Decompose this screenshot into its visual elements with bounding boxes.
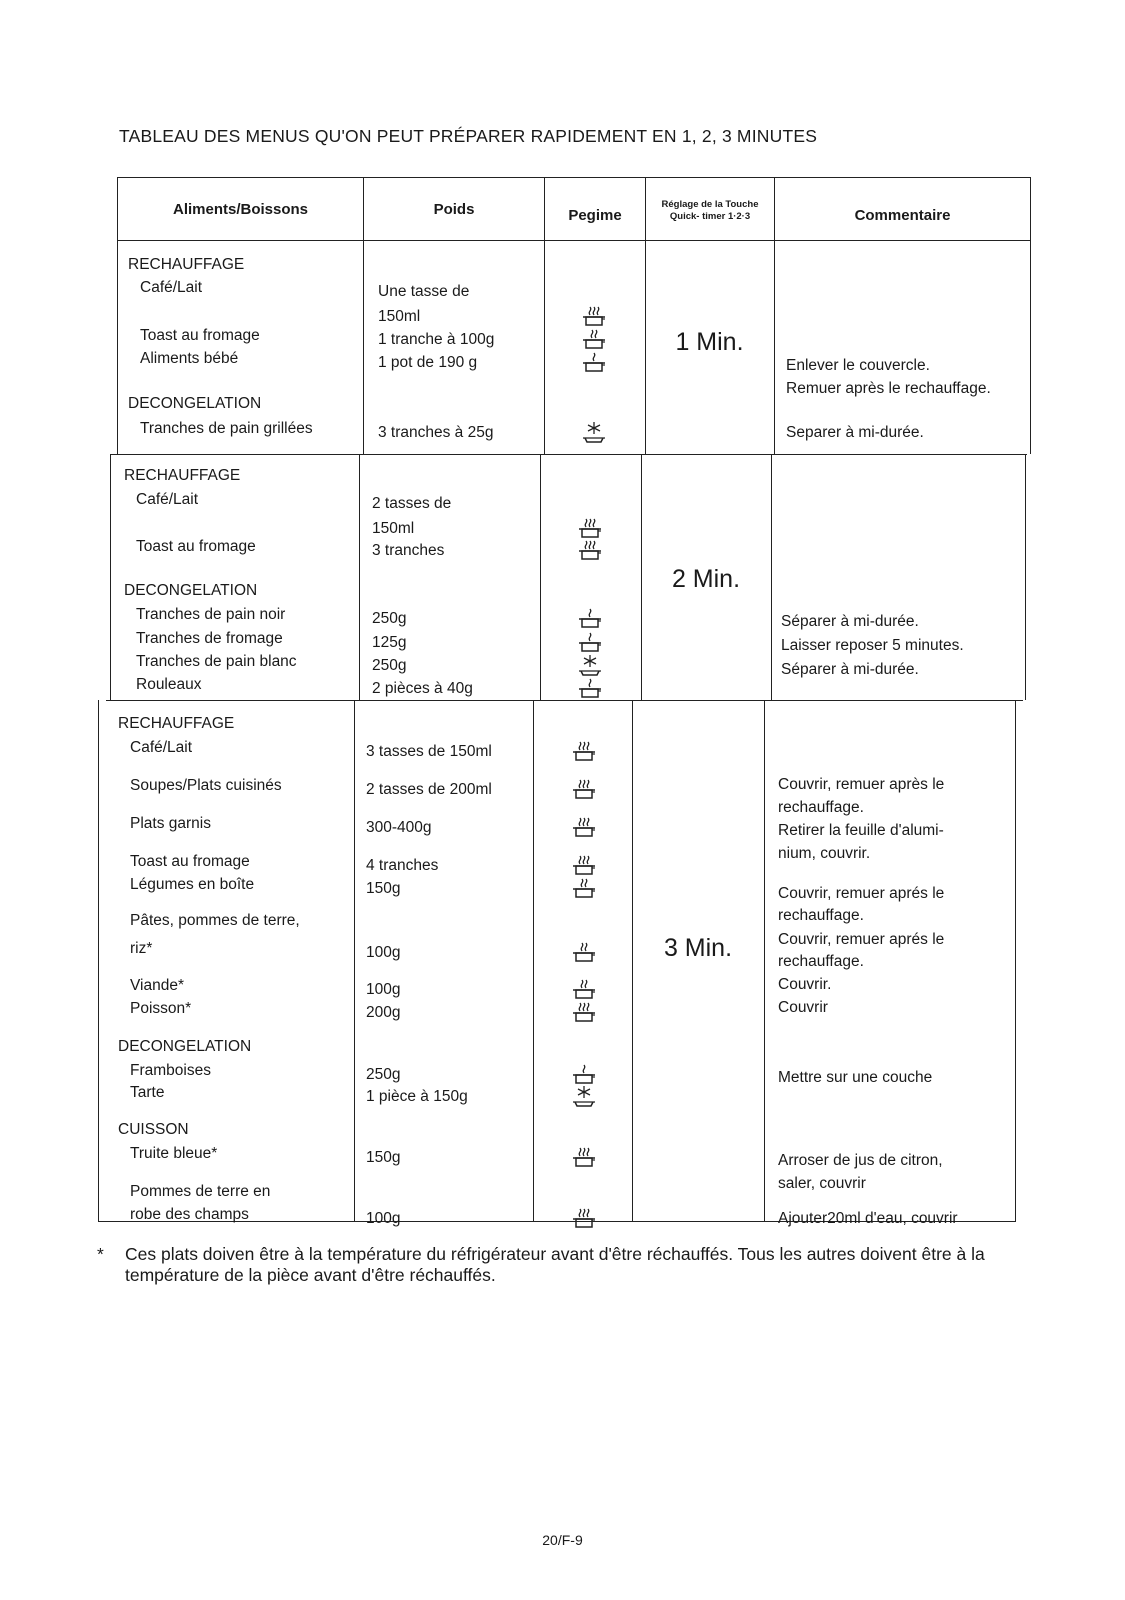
food-item: Pommes de terre en bbox=[130, 1183, 271, 1200]
defrost-icon bbox=[582, 418, 606, 444]
comment-text: Laisser reposer 5 minutes. bbox=[781, 637, 964, 654]
category-label: RECHAUFFAGE bbox=[124, 467, 241, 484]
comment-text: saler, couvrir bbox=[778, 1175, 866, 1192]
comment-text: Separer à mi-durée. bbox=[786, 424, 924, 441]
weight-value: 100g bbox=[366, 1210, 401, 1227]
col-divider-comment-3 bbox=[764, 700, 765, 1221]
weight-value: 250g bbox=[366, 1066, 401, 1083]
weight-value: 150g bbox=[366, 880, 401, 897]
comment-text: Arroser de jus de citron, bbox=[778, 1152, 943, 1169]
comment-text: rechauffage. bbox=[778, 907, 864, 924]
comment-text: rechauffage. bbox=[778, 799, 864, 816]
left-border-2 bbox=[110, 454, 111, 700]
food-item: Pâtes, pommes de terre, bbox=[130, 912, 300, 929]
right-border-2 bbox=[1025, 454, 1026, 700]
food-item: Café/Lait bbox=[136, 491, 199, 508]
weight-value: 250g bbox=[372, 610, 407, 627]
section-1-divider bbox=[110, 454, 1027, 455]
weight-value: 3 tranches bbox=[372, 542, 445, 559]
cup-heat-1-icon bbox=[578, 604, 602, 630]
comment-text: rechauffage. bbox=[778, 953, 864, 970]
weight-value: 150ml bbox=[372, 520, 415, 537]
weight-value: 150g bbox=[366, 1149, 401, 1166]
comment-text: nium, couvrir. bbox=[778, 845, 871, 862]
cup-heat-3-icon bbox=[572, 998, 596, 1024]
col-divider-comment-2 bbox=[771, 454, 772, 700]
header-reglage: Réglage de la Touche Quick- timer 1·2·3 bbox=[661, 199, 759, 222]
col-divider-regime-3 bbox=[533, 700, 534, 1221]
header-commentaire: Commentaire bbox=[854, 206, 951, 224]
food-item: Café/Lait bbox=[140, 279, 203, 296]
weight-value: Une tasse de bbox=[378, 283, 470, 300]
weight-value: 2 tasses de bbox=[372, 495, 452, 512]
weight-value: 3 tranches à 25g bbox=[378, 424, 494, 441]
quicktimer-setting-2: 2 Min. bbox=[671, 565, 741, 593]
quicktimer-setting-1: 1 Min. bbox=[675, 328, 744, 356]
food-item: Framboises bbox=[130, 1062, 211, 1079]
weight-value: 4 tranches bbox=[366, 857, 439, 874]
weight-value: 3 tasses de 150ml bbox=[366, 743, 492, 760]
cup-heat-2-icon bbox=[572, 874, 596, 900]
category-label: DECONGELATION bbox=[118, 1038, 252, 1055]
food-item: Toast au fromage bbox=[140, 327, 260, 344]
right-border-3 bbox=[1015, 700, 1016, 1221]
food-item: Toast au fromage bbox=[130, 853, 250, 870]
comment-text: Couvrir, remuer aprés le bbox=[778, 931, 945, 948]
weight-value: 2 pièces à 40g bbox=[372, 680, 473, 697]
footnote-asterisk: * bbox=[97, 1244, 104, 1264]
category-label: DECONGELATION bbox=[124, 582, 258, 599]
col-divider-regime-2 bbox=[540, 454, 541, 700]
header-regime: Pegime bbox=[568, 206, 622, 224]
col-divider-poids-3 bbox=[354, 700, 355, 1221]
cup-heat-1-icon bbox=[578, 674, 602, 700]
food-item: Viande* bbox=[130, 977, 185, 994]
cup-heat-3-icon bbox=[572, 775, 596, 801]
food-item: robe des champs bbox=[130, 1206, 249, 1223]
col-divider-reglage-1 bbox=[645, 177, 646, 454]
category-label: RECHAUFFAGE bbox=[118, 715, 235, 732]
category-label: RECHAUFFAGE bbox=[128, 256, 245, 273]
food-item: Truite bleue* bbox=[130, 1145, 218, 1162]
comment-text: Couvrir, remuer après le bbox=[778, 776, 945, 793]
comment-text: Séparer à mi-durée. bbox=[781, 661, 919, 678]
weight-value: 100g bbox=[366, 981, 401, 998]
comment-text: Remuer après le rechauffage. bbox=[786, 380, 991, 397]
quicktimer-setting-3: 3 Min. bbox=[663, 934, 733, 962]
food-item: Soupes/Plats cuisinés bbox=[130, 777, 282, 794]
header-aliments: Aliments/Boissons bbox=[172, 200, 309, 218]
weight-value: 1 pièce à 150g bbox=[366, 1088, 468, 1105]
header-poids: Poids bbox=[433, 200, 475, 218]
page-title: TABLEAU DES MENUS QU'ON PEUT PRÉPARER RAPIDEMENT EN 1, 2, 3 MINUTES bbox=[119, 126, 818, 146]
footnote-text: Ces plats doiven être à la température du réfrigérateur avant d'être réchauffés. Tous les autres doivent être à la température de la pièce avant d'être réchauffés. bbox=[125, 1244, 985, 1285]
page-number: 20/F-9 bbox=[542, 1532, 583, 1548]
food-item: Aliments bébé bbox=[140, 350, 239, 367]
food-item: Plats garnis bbox=[130, 815, 211, 832]
cup-heat-2-icon bbox=[572, 938, 596, 964]
food-item: Tranches de fromage bbox=[136, 630, 283, 647]
food-item: Rouleaux bbox=[136, 676, 202, 693]
comment-text: Séparer à mi-durée. bbox=[781, 613, 919, 630]
food-item: Café/Lait bbox=[130, 739, 193, 756]
right-border-1 bbox=[1030, 177, 1031, 454]
weight-value: 100g bbox=[366, 944, 401, 961]
weight-value: 300-400g bbox=[366, 819, 432, 836]
food-item: Tranches de pain blanc bbox=[136, 653, 297, 670]
food-item: Tarte bbox=[130, 1084, 165, 1101]
cup-heat-3-icon bbox=[572, 1143, 596, 1169]
category-label: DECONGELATION bbox=[128, 395, 262, 412]
cup-heat-1-icon bbox=[582, 348, 606, 374]
comment-text: Couvrir bbox=[778, 999, 828, 1016]
food-item: Tranches de pain noir bbox=[136, 606, 286, 623]
weight-value: 250g bbox=[372, 657, 407, 674]
food-item: Tranches de pain grillées bbox=[140, 420, 313, 437]
comment-text: Mettre sur une couche bbox=[778, 1069, 933, 1086]
weight-value: 1 tranche à 100g bbox=[378, 331, 495, 348]
cup-heat-3-icon bbox=[572, 1204, 596, 1230]
weight-value: 150ml bbox=[378, 308, 421, 325]
left-border-3 bbox=[98, 700, 99, 1221]
section-2-divider bbox=[106, 700, 1023, 701]
cup-heat-3-icon bbox=[572, 737, 596, 763]
col-divider-poids-2 bbox=[359, 454, 360, 700]
weight-value: 125g bbox=[372, 634, 407, 651]
food-item: riz* bbox=[130, 940, 153, 957]
cup-heat-3-icon bbox=[578, 536, 602, 562]
comment-text: Couvrir, remuer aprés le bbox=[778, 885, 945, 902]
defrost-icon bbox=[572, 1082, 596, 1108]
weight-value: 200g bbox=[366, 1004, 401, 1021]
cup-heat-3-icon bbox=[572, 813, 596, 839]
food-item: Poisson* bbox=[130, 1000, 192, 1017]
comment-text: Enlever le couvercle. bbox=[786, 357, 930, 374]
comment-text: Couvrir. bbox=[778, 976, 832, 993]
weight-value: 2 tasses de 200ml bbox=[366, 781, 492, 798]
comment-text: Ajouter20ml d'eau, couvrir bbox=[778, 1210, 958, 1227]
food-item: Légumes en boîte bbox=[130, 876, 255, 893]
comment-text: Retirer la feuille d'alumi- bbox=[778, 822, 944, 839]
category-label: CUISSON bbox=[118, 1121, 189, 1138]
food-item: Toast au fromage bbox=[136, 538, 256, 555]
weight-value: 1 pot de 190 g bbox=[378, 354, 478, 371]
